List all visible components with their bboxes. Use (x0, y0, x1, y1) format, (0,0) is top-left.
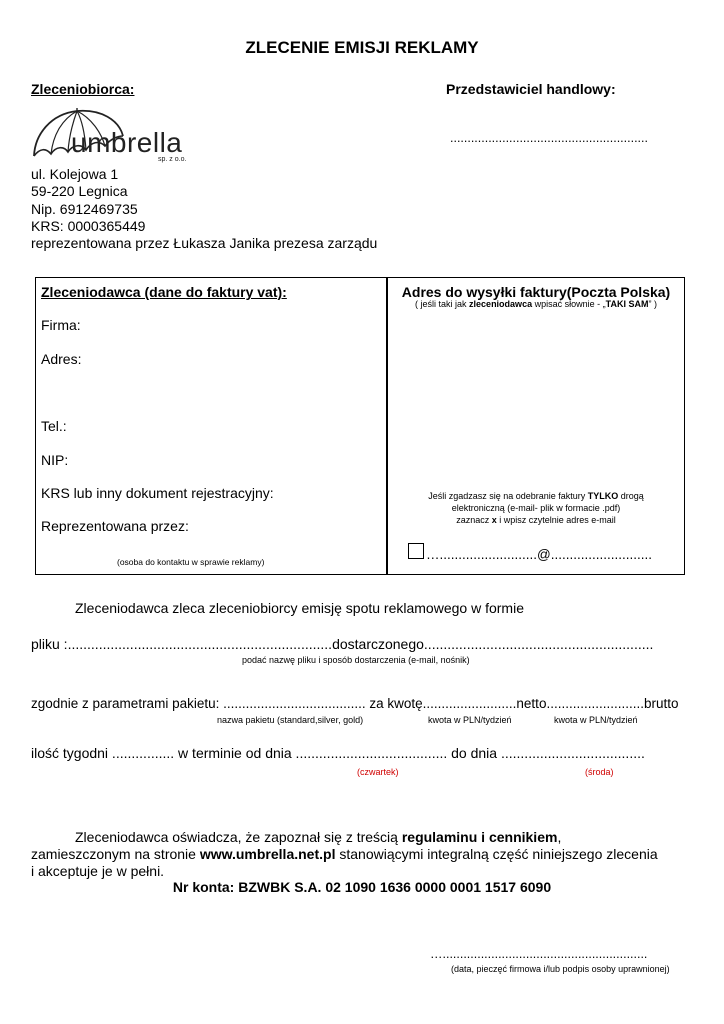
gross-amount-note: kwota w PLN/tydzień (554, 715, 638, 725)
logo-wordmark: umbrella (71, 127, 183, 158)
package-name-note: nazwa pakietu (standard,silver, gold) (217, 715, 364, 725)
address-line: Nip. 6912469735 (31, 200, 138, 217)
subtitle-text: wpisać słownie - „ (532, 299, 606, 309)
declaration-line-2 (31, 846, 658, 862)
contact-person-note: (osoba do kontaktu w sprawie reklamy) (117, 557, 265, 567)
end-day-note: (środa) (585, 767, 614, 777)
contractor-address (31, 166, 377, 252)
sales-rep-heading: Przedstawiciel handlowy: (446, 81, 616, 97)
email-note-line (387, 490, 685, 502)
website-link[interactable]: www.umbrella.net.pl (199, 846, 336, 862)
declaration-line-1 (75, 829, 561, 845)
invoice-box-heading: Adres do wysyłki faktury(Poczta Polska) (401, 284, 671, 300)
contractor-heading: Zleceniobiorca: (31, 81, 135, 97)
email-invoice-note (387, 490, 685, 526)
package-line[interactable]: zgodnie z parametrami pakietu: ...................................... za kwotę.........................netto..........................brutto (31, 696, 679, 711)
bank-account: Nr konta: BZWBK S.A. 02 1090 1636 0000 0001 1517 6090 (172, 879, 552, 895)
note-text: Jeśli zgadzasz się na odebranie faktury (428, 491, 588, 501)
address-line: 59-220 Legnica (31, 183, 128, 200)
sales-rep-field[interactable]: ......................................................... (450, 131, 648, 145)
email-invoice-checkbox[interactable] (408, 543, 424, 559)
start-day-note: (czwartek) (357, 767, 399, 777)
field-address[interactable]: Adres: (41, 351, 82, 367)
net-amount-note: kwota w PLN/tydzień (428, 715, 512, 725)
signature-note: (data, pieczęć firmowa i/lub podpis osoby uprawnionej) (451, 964, 670, 974)
note-text: i wpisz czytelnie adres e-mail (496, 515, 616, 525)
address-line: KRS: 0000365449 (31, 217, 146, 234)
email-address-field[interactable]: …..........................@........................... (426, 547, 652, 562)
address-line: reprezentowana przez Łukasza Janika prezesa zarządu (31, 235, 378, 252)
invoice-box-subtitle (387, 299, 685, 309)
file-note: podać nazwę pliku i sposób dostarczenia (e-mail, nośnik) (242, 655, 470, 665)
note-text: drogą (618, 491, 644, 501)
subtitle-bold: zleceniodawca (469, 299, 533, 309)
declaration-line-3: i akceptuje je w pełni. (31, 863, 165, 879)
invoice-address-box (387, 277, 685, 575)
declaration-text: Zleceniodawca oświadcza, że zapoznał się z treścią (75, 829, 402, 845)
order-intro: Zleceniodawca zleca zleceniobiorcy emisję spotu reklamowego w formie (75, 600, 524, 616)
subtitle-text: ” ) (648, 299, 657, 309)
logo-subtitle: sp. z o.o. (158, 156, 187, 163)
field-krs[interactable]: KRS lub inny dokument rejestracyjny: (41, 485, 274, 501)
field-phone[interactable]: Tel.: (41, 418, 67, 434)
file-delivery-line[interactable]: pliku :....................................................................dostarczonego........................................................... (31, 636, 654, 652)
email-note-line (387, 514, 685, 526)
note-bold: x (491, 515, 497, 525)
field-represented-by[interactable]: Reprezentowana przez: (41, 518, 189, 534)
signature-line[interactable]: …........................................................... (430, 947, 648, 961)
note-bold: TYLKO (587, 491, 619, 501)
note-text: zaznacz (456, 515, 492, 525)
field-company[interactable]: Firma: (41, 317, 81, 333)
client-box-heading: Zleceniodawca (dane do faktury vat): (41, 284, 287, 300)
weeks-line[interactable]: ilość tygodni ................ w terminie od dnia ....................................... do dnia ..................................... (31, 745, 645, 761)
declaration-text: zamieszczonym na stronie (31, 846, 200, 862)
page-title: ZLECENIE EMISJI REKLAMY (245, 38, 479, 57)
declaration-text: stanowiącymi integralną część niniejszego zlecenia (335, 846, 658, 862)
subtitle-bold: TAKI SAM (605, 299, 649, 309)
declaration-text: , (557, 829, 562, 845)
subtitle-text: ( jeśli taki jak (415, 299, 470, 309)
declaration-bold: regulaminu i cennikiem (401, 829, 558, 845)
address-line: ul. Kolejowa 1 (31, 166, 119, 182)
field-nip[interactable]: NIP: (41, 452, 69, 468)
email-note-line: elektroniczną (e-mail- plik w formacie .pdf) (451, 503, 621, 513)
